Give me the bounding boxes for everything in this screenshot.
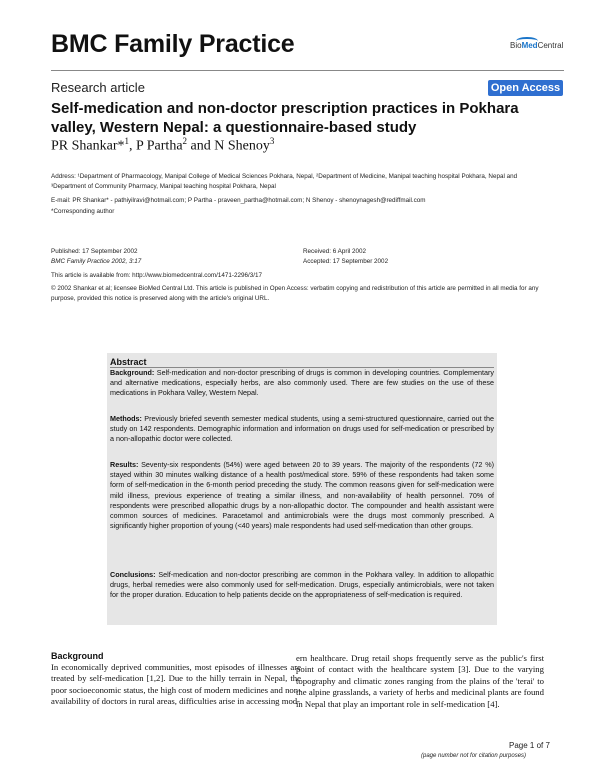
author-affiliation: 3 [269, 136, 275, 146]
received-info [303, 247, 533, 266]
received-date: Received: 6 April 2002 [303, 248, 367, 255]
header-rule [51, 70, 564, 71]
author-name: , P Partha [129, 138, 183, 154]
section-heading: Background [51, 651, 104, 661]
author-name: PR Shankar* [51, 138, 125, 154]
abstract-conclusions [110, 570, 494, 601]
journal-title: BMC Family Practice [51, 30, 295, 58]
page-note: (page number not for citation purposes) [421, 753, 527, 759]
author-name: and N Shenoy [187, 138, 270, 154]
open-access-badge: Open Access [488, 80, 563, 96]
abstract-label: Background: [110, 368, 155, 377]
published-date: Published: 17 September 2002 [51, 248, 138, 255]
abstract-text: Previously briefed seventh semester medical students, using a semi-structured questionnaire, carried out the study on 142 respondents. Demographic information and information on drugs used for self-medication or prescribed by a non-allopathic doctor were collected. [110, 414, 494, 444]
author-affiliation: 1 [124, 136, 129, 146]
logo-bio: Bio [510, 41, 522, 50]
abstract-label: Methods: [110, 414, 142, 423]
article-url: This article is available from: http://www.biomedcentral.com/1471-2296/3/17 [51, 272, 263, 279]
abstract-heading: Abstract [110, 357, 147, 367]
abstract-background [110, 368, 494, 399]
page-number: Page 1 of 7 [509, 741, 550, 750]
logo-central: Central [537, 41, 564, 50]
copyright-notice: © 2002 Shankar et al; licensee BioMed Central Ltd. This article is published in Open Access: verbatim copying and redistribution of this article are permitted in all media for any purpose, provided this notice is preserved along with the article's original URL. [51, 285, 539, 302]
logo-med: Med [521, 41, 538, 50]
body-column-left: In economically deprived communities, most episodes of illnesses are treated by self-medication [1,2]. Due to the hilly terrain in Nepal, the poor socioeconomic status, the high cost of modern medicines and non-availability of doctors in rural areas, difficulties arise in accessing mod- [51, 662, 301, 707]
abstract-label: Conclusions: [110, 570, 156, 579]
affiliation-address: Address: ¹Department of Pharmacology, Manipal College of Medical Sciences Pokhara, Nepal, ²Department of Medicine, Manipal teaching hospital Pokhara, Nepal and ³Department of Community Pharmacy, Manipal teaching hospital Pokhara, Nepal [51, 173, 518, 190]
abstract-text: Self-medication and non-doctor prescribing of drugs is common in developing countries. Complementary and alternative medications, especially herbs, are also commonly used. There are few studies on the use of these medications in Pokhara Valley, Western Nepal. [110, 368, 494, 398]
biomed-central-logo [496, 37, 566, 55]
publication-info [51, 247, 281, 266]
author-list [51, 136, 274, 155]
abstract-methods [110, 414, 494, 445]
author-emails: E-mail: PR Shankar* - pathiyilravi@hotmail.com; P Partha - praveen_partha@hotmail.com; N Shenoy - shenoynagesh@rediffmail.com [51, 197, 426, 204]
abstract-label: Results: [110, 460, 139, 469]
abstract-text: Self-medication and non-doctor prescribing are common in the Pokhara valley. In addition to allopathic drugs, herbal remedies were also commonly used for self-medication. Drugs, especially antimicrobials, were not taken for the proper duration. Education to help patients decide on the appropriateness of self-medication is required. [110, 570, 494, 600]
accepted-date: Accepted: 17 September 2002 [303, 257, 389, 265]
abstract-results [110, 460, 494, 531]
citation: BMC Family Practice 2002, 3:17 [51, 257, 142, 265]
abstract-text: Seventy-six respondents (54%) were aged between 20 to 39 years. The majority of the respondents (72 %) stayed within 30 minutes walking distance of a health post/medical store. 59% of these respondents had taken some form of self-medication in the 6-month period preceding the study. The common reasons given for self-medication were mild illness, previous experience of treating a similar illness, and non-availability of health personnel. 70% of respondents were prescribed allopathic drugs by a non-allopathic doctor. The compounder and health assistant were common sources of medicines. Paracetamol and antimicrobials were the drugs most commonly prescribed. A significantly higher proportion of young (<40 years) male respondents had used self-medication than other groups. [110, 460, 494, 531]
body-column-right: ern healthcare. Drug retail shops frequently serve as the public's first point of contact with the healthcare system [3]. Due to the varying topography and climatic zones ranging from the plains of the 'terai' to the alpine grasslands, a variety of herbs and medicinal plants are found in Nepal that play an important role in self-medication [4]. [296, 653, 544, 709]
article-title: Self-medication and non-doctor prescription practices in Pokhara valley, Western Nepal: a questionnaire-based study [51, 100, 519, 136]
author-affiliation: 2 [182, 136, 188, 146]
corresponding-author: *Corresponding author [51, 208, 115, 215]
article-type: Research article [51, 80, 145, 95]
